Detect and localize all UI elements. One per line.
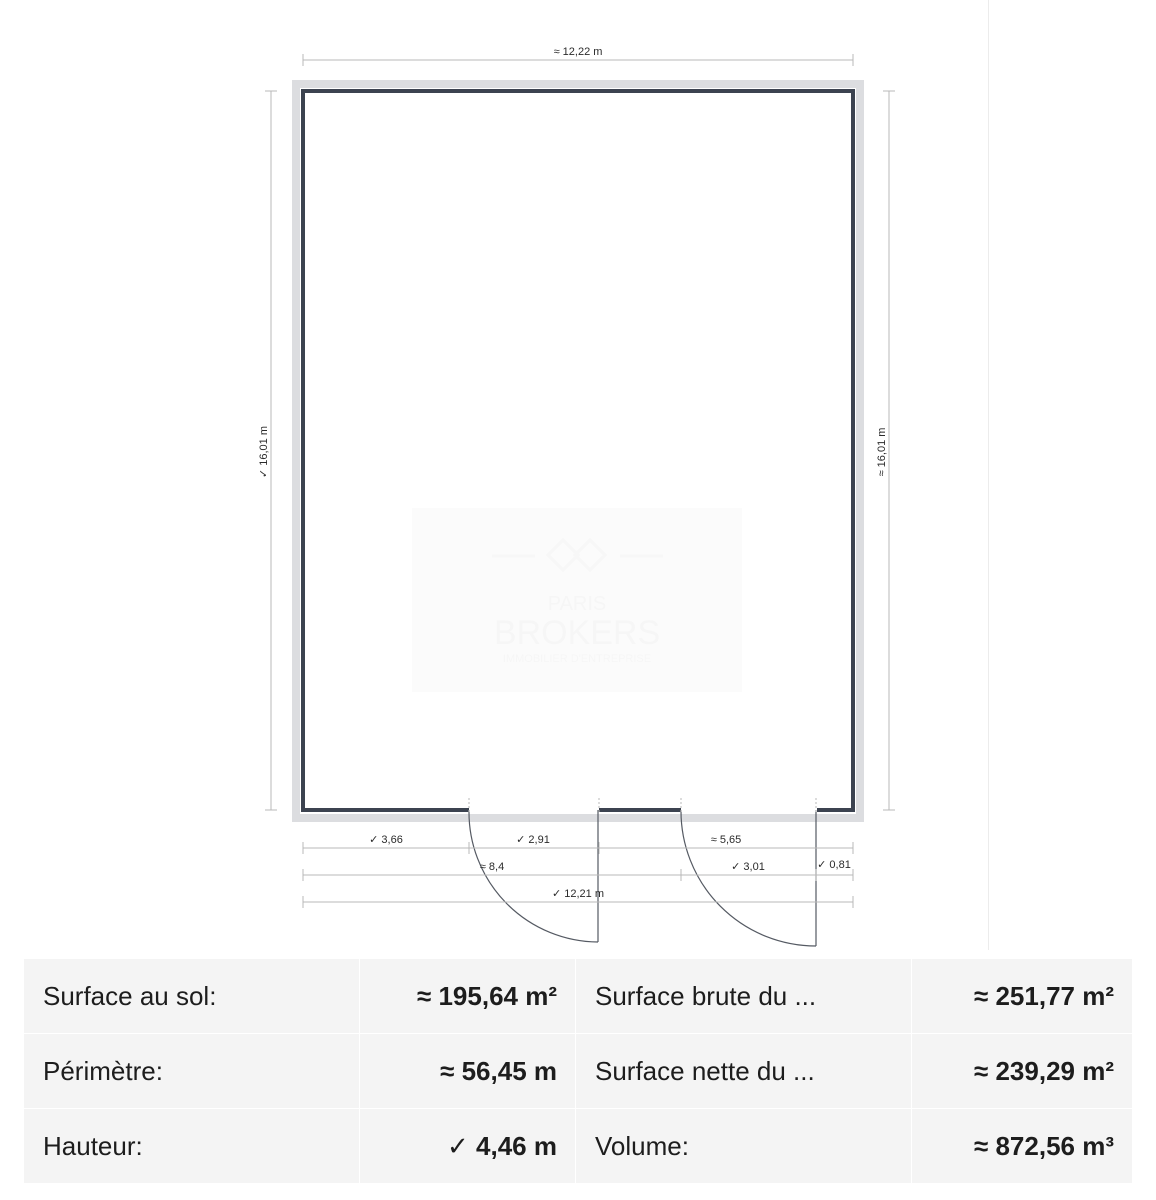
watermark-text-2: BROKERS — [493, 614, 661, 652]
dim-bottom-2b: ✓ 3,01 — [731, 861, 765, 873]
summary-label: Surface au sol: — [24, 959, 360, 1033]
summary-value: ≈ 872,56 m³ — [912, 1109, 1132, 1183]
dim-top-width: ≈ 12,22 m — [553, 46, 603, 58]
dim-bottom-1c: ≈ 5,65 — [710, 834, 742, 846]
watermark-text-3: IMMOBILIER D'ENTREPRISE — [502, 653, 652, 665]
dim-bottom-2c: ✓ 0,81 — [817, 859, 851, 871]
dim-right-height: ≈ 16,01 m — [876, 427, 888, 477]
door-1 — [469, 810, 598, 942]
wall-halo — [296, 84, 860, 818]
door-opening-1 — [469, 806, 599, 814]
door-2 — [681, 810, 816, 946]
watermark-text-1: PARIS — [547, 593, 607, 615]
dim-bottom-total: ✓ 12,21 m — [551, 888, 605, 900]
summary-value: ≈ 195,64 m² — [360, 959, 576, 1033]
summary-label: Périmètre: — [24, 1034, 360, 1108]
door-opening-2 — [681, 806, 817, 814]
watermark-logo — [412, 508, 742, 692]
dim-bottom-1a: ✓ 3,66 — [369, 834, 403, 846]
summary-label: Surface brute du ... — [576, 959, 912, 1033]
dim-left-height: ✓ 16,01 m — [258, 425, 270, 479]
summary-label: Hauteur: — [24, 1109, 360, 1183]
room-walls — [303, 91, 853, 810]
dim-bottom-2a: ≈ 8,4 — [479, 861, 505, 873]
summary-table — [24, 959, 1132, 1183]
summary-label: Volume: — [576, 1109, 912, 1183]
summary-value: ✓ 4,46 m — [360, 1109, 576, 1183]
summary-value: ≈ 56,45 m — [360, 1034, 576, 1108]
summary-value: ≈ 239,29 m² — [912, 1034, 1132, 1108]
dim-bottom-1b: ✓ 2,91 — [516, 834, 550, 846]
summary-value: ≈ 251,77 m² — [912, 959, 1132, 1033]
summary-label: Surface nette du ... — [576, 1034, 912, 1108]
